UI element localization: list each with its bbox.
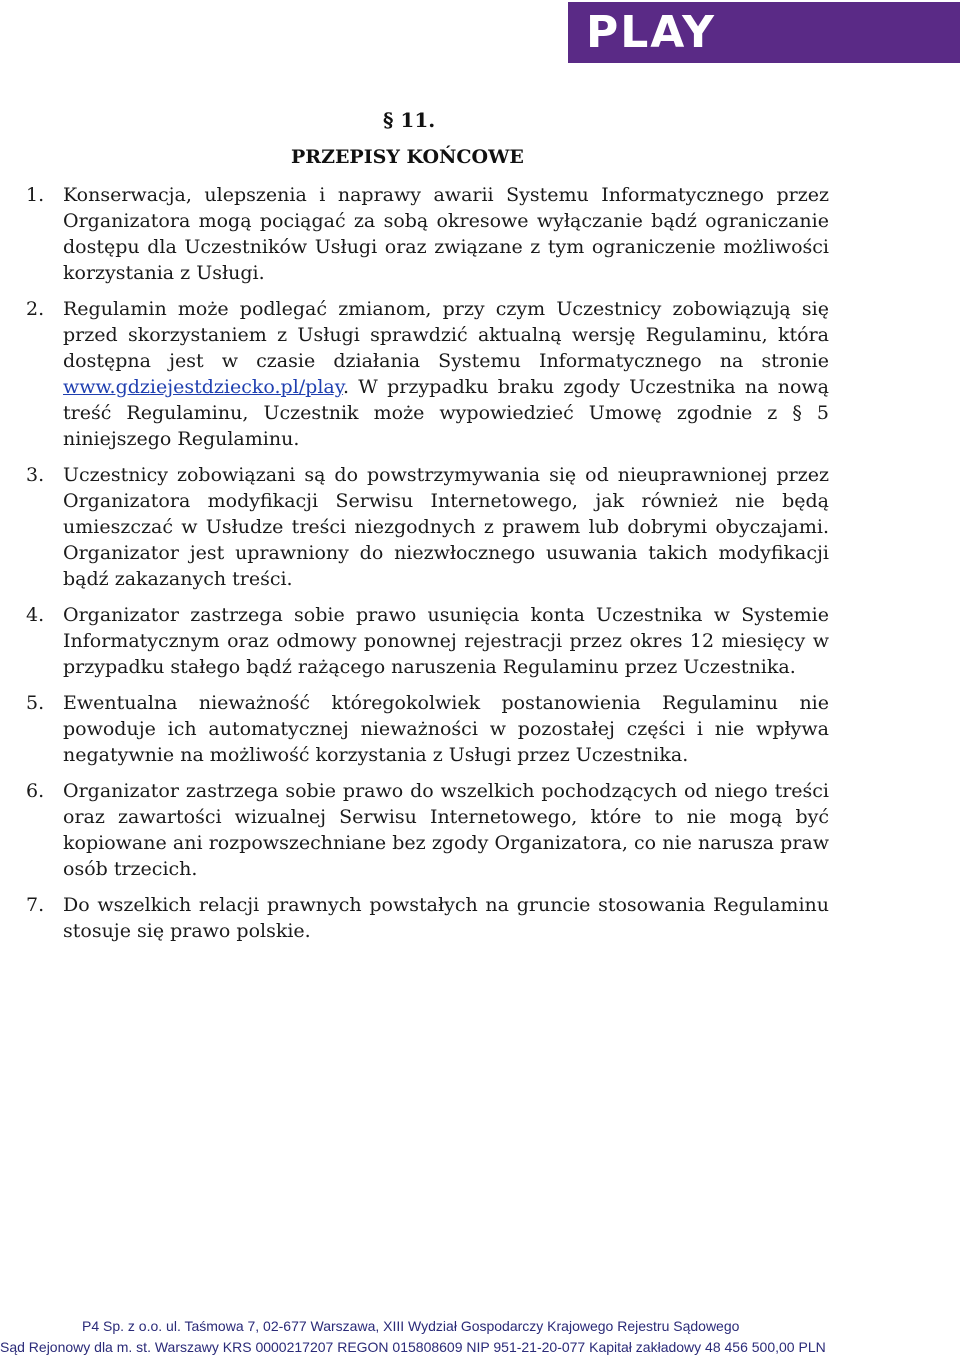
list-item	[0, 296, 960, 452]
provisions-list	[0, 182, 960, 954]
item-text-after-link: . W przypadku braku zgody Uczestnika na nową treść Regulaminu, Uczestnik może wypowiedzieć Umowę zgodnie z § 5 niniejszego Regulaminu.	[63, 376, 829, 450]
item-number: 1.	[26, 184, 45, 206]
logo-text: PLAY	[586, 6, 716, 58]
item-text	[63, 296, 829, 452]
item-number: 7.	[26, 894, 45, 916]
item-number: 2.	[26, 298, 45, 320]
list-item	[0, 462, 960, 592]
section-number: § 11.	[383, 108, 436, 132]
footer-company-line: P4 Sp. z o.o. ul. Taśmowa 7, 02-677 Warszawa, XIII Wydział Gospodarczy Krajowego Rejestru Sądowego	[82, 1318, 740, 1334]
item-text: Organizator zastrzega sobie prawo do wszelkich pochodzących od niego treści oraz zawartości wizualnej Serwisu Internetowego, które to nie mogą być kopiowane ani rozpowszechniane bez zgody Organizatora, co nie narusza praw osób trzecich.	[63, 780, 829, 880]
regulations-link[interactable]: www.gdziejestdziecko.pl/play	[63, 376, 343, 398]
item-text: Do wszelkich relacji prawnych powstałych na gruncie stosowania Regulaminu stosuje się prawo polskie.	[63, 894, 829, 942]
item-number: 3.	[26, 464, 45, 486]
list-item	[0, 892, 960, 944]
list-item	[0, 602, 960, 680]
item-number: 5.	[26, 692, 45, 714]
list-item	[0, 182, 960, 286]
item-text: Konserwacja, ulepszenia i naprawy awarii Systemu Informatycznego przez Organizatora mogą pociągać za sobą okresowe wyłączanie bądź ograniczanie dostępu dla Uczestników Usługi oraz związane z tym ograniczenie możliwości korzystania z Usługi.	[63, 184, 829, 284]
section-title: PRZEPISY KOŃCOWE	[291, 146, 524, 168]
item-text: Uczestnicy zobowiązani są do powstrzymywania się od nieuprawnionej przez Organizatora modyfikacji Serwisu Internetowego, jak również nie będą umieszczać w Usłudze treści niezgodnych z prawem lub dobrymi obyczajami. Organizator jest uprawniony do niezwłocznego usuwania takich modyfikacji bądź zakazanych treści.	[63, 464, 829, 590]
list-item	[0, 690, 960, 768]
footer-registry-line: Sąd Rejonowy dla m. st. Warszawy KRS 0000217207 REGON 015808609 NIP 951-21-20-077 Kapitał zakładowy 48 456 500,00 PLN	[0, 1339, 826, 1355]
item-number: 4.	[26, 604, 45, 626]
item-number: 6.	[26, 780, 45, 802]
item-text: Ewentualna nieważność któregokolwiek postanowienia Regulaminu nie powoduje ich automatycznej nieważności w pozostałej części i nie wpływa negatywnie na możliwość korzystania z Usługi przez Uczestnika.	[63, 692, 829, 766]
item-text-before-link: Regulamin może podlegać zmianom, przy czym Uczestnicy zobowiązują się przed skorzystaniem z Usługi sprawdzić aktualną wersję Regulaminu, która dostępna jest w czasie działania Systemu Informatycznego na stronie	[63, 298, 829, 372]
play-logo	[568, 2, 960, 63]
item-text: Organizator zastrzega sobie prawo usunięcia konta Uczestnika w Systemie Informatycznym oraz odmowy ponownej rejestracji przez okres 12 miesięcy w przypadku stałego bądź rażącego naruszenia Regulaminu przez Uczestnika.	[63, 604, 829, 678]
list-item	[0, 778, 960, 882]
